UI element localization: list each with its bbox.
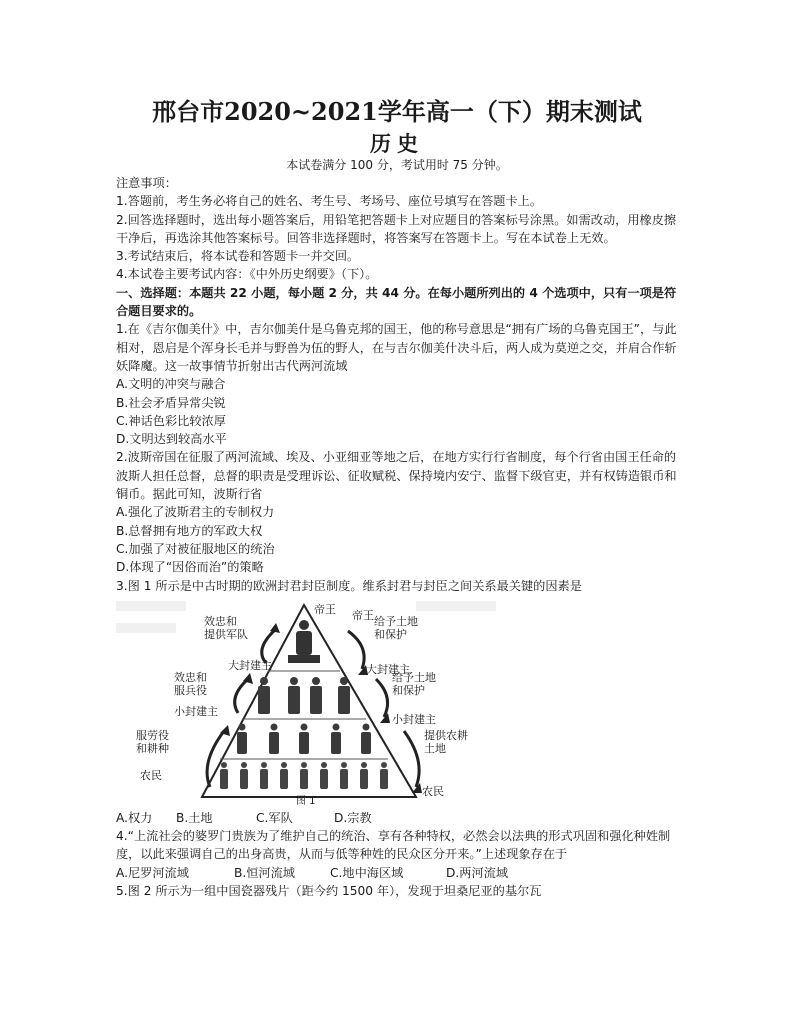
- option: C.神话色彩比较浓厚: [116, 413, 226, 428]
- option: B.恒河流域: [234, 865, 295, 880]
- option: A.权力: [116, 810, 153, 825]
- pyramid-diagram: [116, 601, 496, 809]
- option: A.强化了波斯君主的专制权力: [116, 505, 275, 520]
- note-item: 1.答题前，考生务必将自己的姓名、考生号、考场号、座位号填写在答题卡上。: [116, 194, 543, 209]
- option: D.宗教: [334, 810, 372, 825]
- option: D.体现了“因俗而治”的策略: [116, 560, 264, 575]
- option: B.土地: [176, 810, 213, 825]
- figure-caption: 图 1: [296, 795, 316, 807]
- option: A.文明的冲突与融合: [116, 377, 226, 392]
- option: D.两河流域: [446, 865, 509, 880]
- question-stem: 2.波斯帝国在征服了两河流域、埃及、小亚细亚等地之后，在地方实行行省制度，每个行省由国王任命的波斯人担任总督，总督的职责是受理诉讼、征收赋税、保持境内安宁、监督下级官吏，并有权铸造银币和铜币。据此可知，波斯行省: [116, 450, 677, 502]
- option: A.尼罗河流域: [116, 865, 189, 880]
- label-loyalty-service: 效忠和 服兵役: [174, 670, 207, 697]
- option: B.社会矛盾异常尖锐: [116, 395, 226, 410]
- question-stem: 4.“上流社会的婆罗门贵族为了维护自己的统治、享有各种特权，必然会以法典的形式巩固和强化种姓制度，以此来强调自己的出身高贵，从而与低等种姓的民众区分开来。”上述现象存在于: [116, 829, 671, 862]
- notes-heading: 注意事项：: [116, 176, 177, 190]
- exam-info: 本试卷满分 100 分，考试用时 75 分钟。: [286, 158, 508, 172]
- option: B.总督拥有地方的军政大权: [116, 523, 263, 538]
- option-row: [116, 864, 686, 882]
- note-item: 3.考试结束后，将本试卷和答题卡一并交回。: [116, 249, 360, 264]
- label-land-protection-top: 给予土地 和保护: [374, 614, 418, 641]
- note-item: 4.本试卷主要考试内容：《中外历史纲要》（下）。: [116, 267, 378, 282]
- peasant-figures: [220, 762, 388, 789]
- section-heading: 一、选择题：本题共 22 小题，每小题 2 分，共 44 分。在每小题所列出的 4 个选项中，只有一项是符合题目要求的。: [116, 285, 677, 319]
- lesser-lord-figures: [237, 723, 371, 754]
- label-peasant-right: 农民: [422, 784, 444, 798]
- exam-body: [116, 174, 686, 900]
- label-labor-farming: 服劳役 和耕种: [136, 728, 169, 755]
- question-stem: 5.图 2 所示为一组中国瓷器残片（距今约 1500 年），发现于坦桑尼亚的基尔瓦: [116, 884, 542, 899]
- option-row: [116, 809, 686, 827]
- label-king-left: 帝王: [314, 602, 336, 616]
- question-stem: 3.图 1 所示是中古时期的欧洲封君封臣制度。维系封君与封臣之间关系最关键的因素是: [116, 578, 582, 593]
- label-lesser-lord-right: 小封建主: [392, 712, 436, 726]
- note-item: 2.回答选择题时，选出每小题答案后，用铅笔把答题卡上对应题目的答案标号涂黑。如需改动，用橡皮擦干净后，再选涂其他答案标号。回答非选择题时，将答案写在答题卡上。写在本试卷上无效。: [116, 212, 677, 245]
- label-loyalty-army: 效忠和 提供军队: [204, 614, 248, 641]
- option: C.地中海区域: [330, 865, 404, 880]
- label-lesser-lord-left: 小封建主: [174, 704, 218, 718]
- option: C.军队: [256, 810, 293, 825]
- question-stem: 1.在《吉尔伽美什》中，吉尔伽美什是乌鲁克邦的国王，他的称号意思是“拥有广场的乌鲁克国王”，与此相对，恩启是个浑身长毛并与野兽为伍的野人，在与吉尔伽美什决斗后，两人成为莫逆之交，并肩合作斩妖降魔。这一故事情节折射出古代两河流域: [116, 322, 677, 373]
- exam-title: 邢台市2020~2021学年高一（下）期末测试: [152, 97, 642, 126]
- label-land-protection-mid: 给予土地 和保护: [392, 670, 436, 697]
- great-lord-figures: [258, 677, 350, 714]
- label-great-lord-left: 大封建主: [228, 658, 272, 672]
- option: C.加强了对被征服地区的统治: [116, 541, 275, 556]
- subject-title: 历史: [370, 131, 424, 156]
- label-king-right: 帝王: [352, 608, 374, 622]
- feudal-pyramid-figure: [116, 601, 496, 809]
- option: D.文明达到较高水平: [116, 432, 227, 447]
- label-farmland: 提供农耕 土地: [424, 728, 468, 755]
- label-peasant-left: 农民: [140, 768, 162, 782]
- label-great-lord-right: 大封建主: [366, 662, 410, 676]
